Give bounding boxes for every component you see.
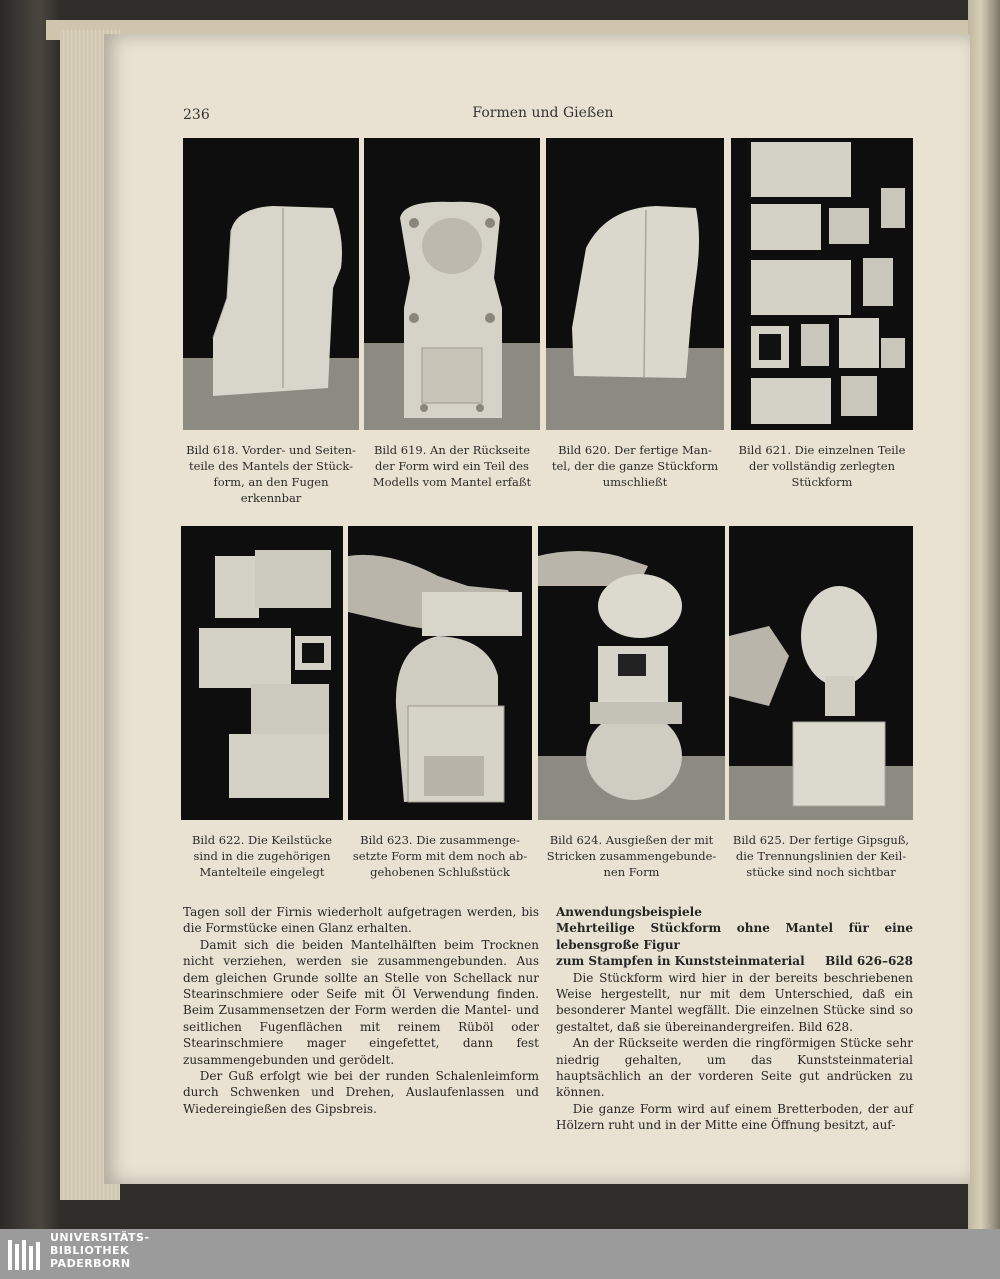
- photo-bild-620: [546, 138, 724, 430]
- paragraph: Die ganze Form wird auf einem Bretterboden, der auf Hölzern ruht und in der Mitte eine Öffnung besitzt, auf-: [556, 1101, 913, 1133]
- figure-reference: Bild 626–628: [825, 954, 913, 969]
- library-footer-bar: [0, 1229, 1000, 1279]
- paragraph: Tagen soll der Firnis wiederholt aufgetragen werden, bis die Formstücke einen Glanz erhalten.: [183, 905, 539, 936]
- left-text-column: [183, 904, 539, 1117]
- library-logo-icon: [6, 1234, 42, 1274]
- photo-bild-619: [364, 138, 540, 430]
- photo-bild-623: [348, 526, 532, 820]
- photo-bild-618: [183, 138, 359, 430]
- paragraph: Die Stückform wird hier in der bereits beschriebenen Weise hergestellt, nur mit dem Unterschied, daß ein besonderer Mantel wegfällt. Die einzelnen Stücke sind so gestaltet, daß sie übereinandergreifen. Bild 628.: [556, 970, 913, 1034]
- caption-bild-618: Bild 618. Vorder- und Seiten- teile des Mantels der Stück- form, an den Fugen erkennbar: [186, 443, 356, 505]
- photo-bild-622: [181, 526, 343, 820]
- caption-bild-620: Bild 620. Der fertige Man- tel, der die ganze Stückform umschließt: [551, 443, 719, 489]
- paragraph: An der Rückseite werden die ringförmigen Stücke sehr niedrig gehalten, um das Kunststeinmaterial hauptsächlich an der vorderen Seite gut andrücken zu können.: [556, 1036, 913, 1100]
- subheading-line2: zum Stampfen in Kunststeinmaterial: [556, 954, 805, 969]
- section-heading: Anwendungsbeispiele: [556, 905, 702, 919]
- paragraph: Der Guß erfolgt wie bei der runden Schalenleimform durch Schwenken und Drehen, Auslaufenlassen und Wiedereingießen des Gipsbreis.: [183, 1069, 539, 1116]
- photo-bild-624: [538, 526, 725, 820]
- photo-bild-621: [731, 138, 913, 430]
- right-text-column: [556, 904, 913, 1134]
- photo-bild-625: [729, 526, 913, 820]
- running-title: Formen und Gießen: [472, 105, 614, 121]
- caption-bild-622: Bild 622. Die Keilstücke sind in die zugehörigen Mantelteile eingelegt: [191, 833, 333, 879]
- library-name: UNIVERSITÄTS- BIBLIOTHEK PADERBORN: [50, 1231, 150, 1270]
- caption-bild-624: Bild 624. Ausgießen der mit Stricken zusammengebunde- nen Form: [546, 833, 717, 879]
- page-number: 236: [183, 107, 210, 123]
- book-cover-right-edge: [968, 0, 1000, 1229]
- caption-bild-619: Bild 619. An der Rückseite der Form wird ein Teil des Modells vom Mantel erfaßt: [372, 443, 532, 489]
- caption-bild-621: Bild 621. Die einzelnen Teile der vollständig zerlegten Stückform: [738, 443, 906, 489]
- caption-bild-625: Bild 625. Der fertige Gipsguß, die Trennungslinien der Keil- stücke sind noch sichtbar: [732, 833, 910, 879]
- subheading-row: [556, 953, 913, 969]
- subheading: Mehrteilige Stückform ohne Mantel für eine lebensgroße Figur: [556, 921, 913, 952]
- caption-bild-623: Bild 623. Die zusammenge- setzte Form mit dem noch ab- gehobenen Schlußstück: [352, 833, 528, 879]
- paragraph: Damit sich die beiden Mantelhälften beim Trocknen nicht verziehen, werden sie zusammengebunden. Aus dem gleichen Grunde sollte an Stelle von Schellack nur Stearinschmiere oder Seife mit Öl Verwendung finden. Beim Zusammensetzen der Form werden die Mantel- und seitlichen Fugenflächen mit reinem Rüböl oder Stearinschmiere mager eingefettet, dann fest zusammengebunden und gerödelt.: [183, 937, 539, 1067]
